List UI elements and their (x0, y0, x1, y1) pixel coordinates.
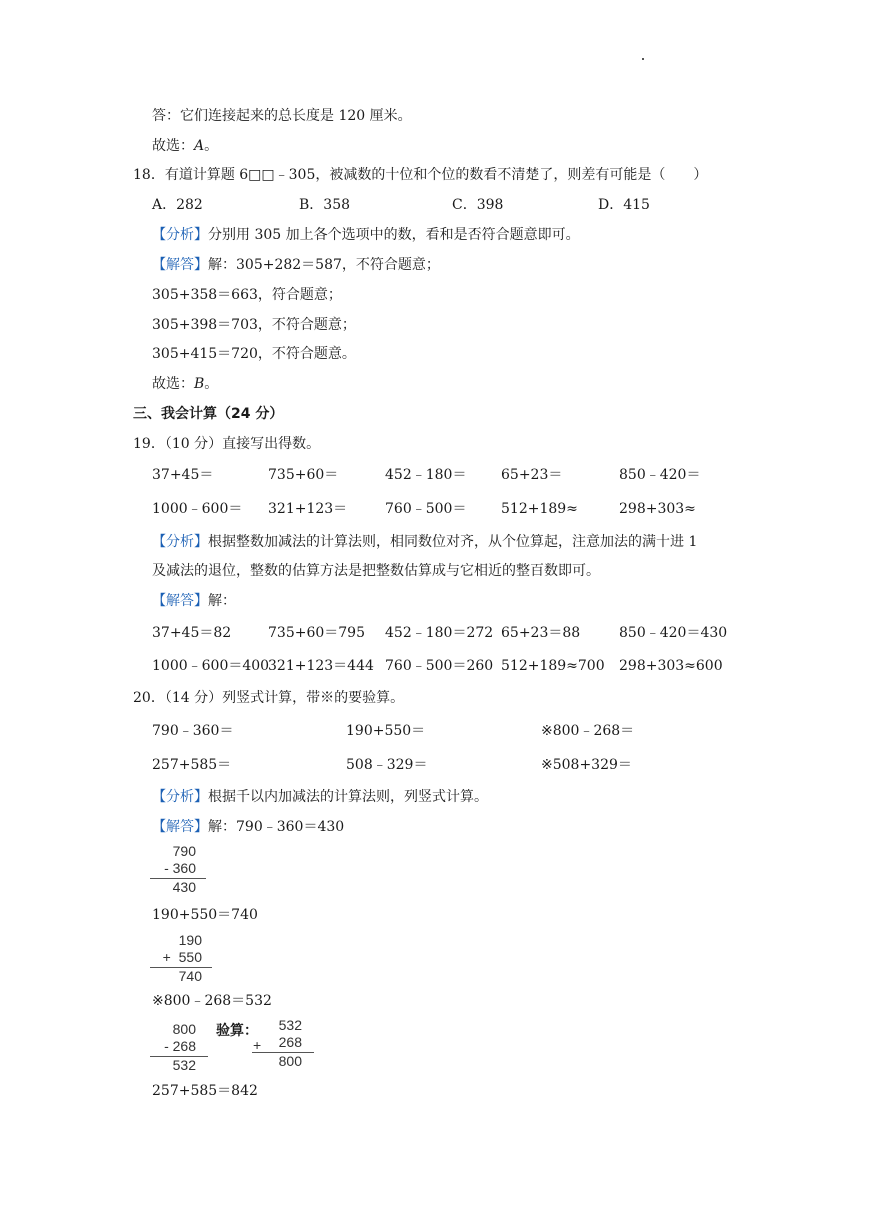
vertical-top: 790 (172, 843, 196, 859)
q18-choice: 故选：B。 (152, 376, 219, 392)
vertical-result: 800 (278, 1053, 302, 1069)
q19-ans-r2-c5: 298+303≈600 (619, 658, 723, 674)
q18-line-2: 305+398＝703，不符合题意； (152, 317, 356, 333)
q18-solution: 【解答】解：305+282＝587，不符合题意； (152, 257, 440, 273)
q19-r2-c5: 298+303≈ (619, 501, 696, 517)
q19-r2-c4: 512+189≈ (501, 501, 578, 517)
q19-r2-c3: 760﹣500＝ (385, 501, 467, 517)
q20-eq-2: 190+550＝740 (152, 907, 258, 923)
q19-ans-r1-c2: 735+60＝795 (268, 625, 365, 641)
q19-ans-r1-c4: 65+23＝88 (501, 625, 581, 641)
section-3-title: 三、我会计算（24 分） (133, 406, 284, 422)
vertical-top: 800 (172, 1021, 196, 1037)
q19-analysis: 【分析】根据整数加减法的计算法则，相同数位对齐，从个位算起，注意加法的满十进 1 (152, 534, 698, 550)
q19-r1-c5: 850﹣420＝ (619, 467, 701, 483)
q19-ans-r2-c2: 321+123＝444 (268, 658, 374, 674)
plus-sign: + (253, 1037, 262, 1053)
q19-ans-r1-c3: 452﹣180＝272 (385, 625, 494, 641)
vertical-result: 740 (178, 968, 202, 984)
vertical-bottom: - 360 (164, 860, 196, 876)
q20-r2-c2: 508﹣329＝ (346, 757, 428, 773)
prev-answer: 答：它们连接起来的总长度是 120 厘米。 (152, 108, 412, 124)
q19-r1-c4: 65+23＝ (501, 467, 563, 483)
q20-r2-c1: 257+585＝ (152, 757, 232, 773)
q19-r2-c1: 1000﹣600＝ (152, 501, 243, 517)
q20-r1-c3: ※800﹣268＝ (541, 723, 635, 739)
q18-line-3: 305+415＝720，不符合题意。 (152, 346, 356, 362)
q19-solution: 【解答】解： (152, 593, 236, 609)
q20-r2-c3: ※508+329＝ (541, 757, 632, 773)
q18-stem: 18．有道计算题 6□□﹣305，被减数的十位和个位的数看不清楚了，则差有可能是（ ） (133, 167, 708, 183)
vertical-calc-790-360 (150, 843, 206, 896)
vertical-bottom: 268 (278, 1034, 302, 1050)
q18-line-1: 305+358＝663，符合题意； (152, 287, 342, 303)
vertical-bottom: + 550 (162, 949, 202, 965)
vertical-top: 190 (178, 932, 202, 948)
vertical-top: 532 (278, 1017, 302, 1033)
q19-ans-r1-c1: 37+45＝82 (152, 625, 232, 641)
q19-analysis-line-2: 及减法的退位，整数的估算方法是把整数估算成与它相近的整百数即可。 (152, 563, 600, 579)
q19-r1-c1: 37+45＝ (152, 467, 214, 483)
q18-option-d: D．415 (598, 197, 650, 213)
q19-ans-r2-c4: 512+189≈700 (501, 658, 605, 674)
q20-stem: 20．（14 分）列竖式计算，带※的要验算。 (133, 690, 405, 706)
check-label: 验算： (216, 1023, 258, 1039)
q19-r2-c2: 321+123＝ (268, 501, 348, 517)
q19-stem: 19．（10 分）直接写出得数。 (133, 436, 321, 452)
vertical-calc-check-532-268 (252, 1017, 314, 1070)
vertical-bottom: - 268 (164, 1038, 196, 1054)
top-mark (642, 58, 644, 60)
vertical-calc-190-550 (150, 932, 212, 985)
q20-solution: 【解答】解：790﹣360＝430 (152, 819, 345, 835)
vertical-result: 430 (172, 879, 196, 895)
q20-analysis: 【分析】根据千以内加减法的计算法则，列竖式计算。 (152, 789, 488, 805)
q18-option-b: B．358 (299, 197, 351, 213)
q18-option-a: A．282 (152, 197, 203, 213)
vertical-calc-800-268 (150, 1021, 208, 1074)
q19-ans-r2-c3: 760﹣500＝260 (385, 658, 494, 674)
q19-r1-c2: 735+60＝ (268, 467, 339, 483)
q20-r1-c2: 190+550＝ (346, 723, 426, 739)
q18-option-c: C．398 (452, 197, 504, 213)
q19-r1-c3: 452﹣180＝ (385, 467, 467, 483)
q18-analysis: 【分析】分别用 305 加上各个选项中的数，看和是否符合题意即可。 (152, 227, 580, 243)
q20-r1-c1: 790﹣360＝ (152, 723, 234, 739)
q20-eq-3: ※800﹣268＝532 (152, 993, 272, 1009)
prev-choice: 故选：A。 (152, 138, 219, 154)
vertical-result: 532 (172, 1057, 196, 1073)
q20-eq-4: 257+585＝842 (152, 1083, 258, 1099)
q19-ans-r1-c5: 850﹣420＝430 (619, 625, 728, 641)
q19-ans-r2-c1: 1000﹣600＝400 (152, 658, 270, 674)
